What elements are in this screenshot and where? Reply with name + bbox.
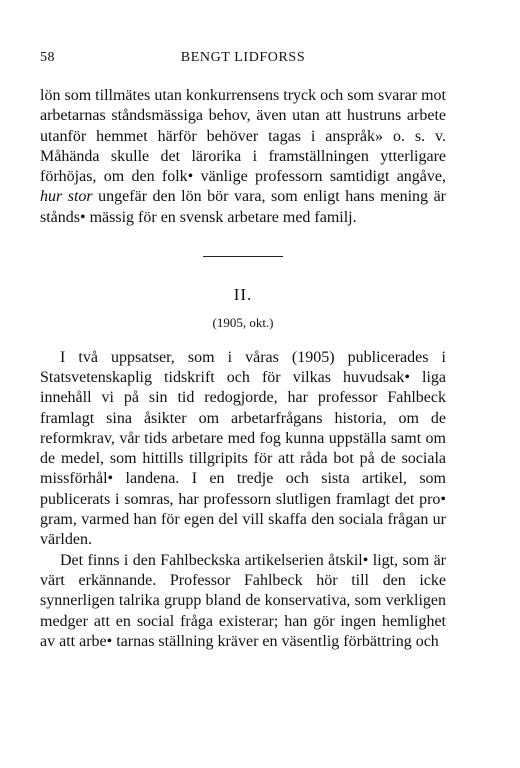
book-page (40, 50, 446, 652)
page-number: 58 (40, 50, 55, 65)
paragraph-text: lön som tillmätes utan konkurrensens tryck och som svarar mot arbetarnas ståndsmässiga behov, även utan att hustruns arbete utanför hemmet härför behöver tagas i anspråk» o. s. v. Måhända skulle det lärorika i framställningen ytterligare förhöjas, om den folk• vänlige professorn samtidigt angåve, (40, 87, 446, 186)
running-head: BENGT LIDFORSS (180, 50, 306, 65)
section-heading: II. (233, 285, 253, 305)
paragraph: I två uppsatser, som i våras (1905) publicerades i Statsvetenskaplig tidskrift och för vilkas huvudsak• liga innehåll vi på sin tid redogjorde, har professor Fahlbeck framlagt sina åsikter om arbetarfrågans historia, om de reformkrav, vår tids arbetare med fog kunna uppställa samt om de medel, som hittills tillgripits för att råda bot på de sociala missförhål• landena. I en tredje och sista artikel, som publicerats i somras, har professorn slutligen framlagt det pro• gram, varmed han för egen del vill skaffa den sociala frågan ur världen. (40, 348, 446, 549)
section-divider (203, 256, 283, 257)
body-text (40, 86, 446, 652)
paragraph: Det finns i den Fahlbeckska artikelserien åtskil• ligt, som är värt erkännande. Professor Fahlbeck hör till den icke synnerligen talrika grupp bland de konservativa, som verkligen medger att en social fråga existerar; han gör ingen hemlighet av att arbe• tarnas ställning kräver en väsentlig förbättring och (40, 551, 446, 650)
page-header (40, 50, 446, 72)
paragraph-continuation (40, 86, 446, 228)
section-date: (1905, okt.) (212, 315, 274, 331)
paragraph-text: ungefär den lön bör vara, som enligt hans mening är stånds• mässig för en svensk arbetare med familj. (40, 188, 447, 226)
emphasis-text: hur stor (40, 188, 93, 206)
section-body (40, 348, 446, 652)
